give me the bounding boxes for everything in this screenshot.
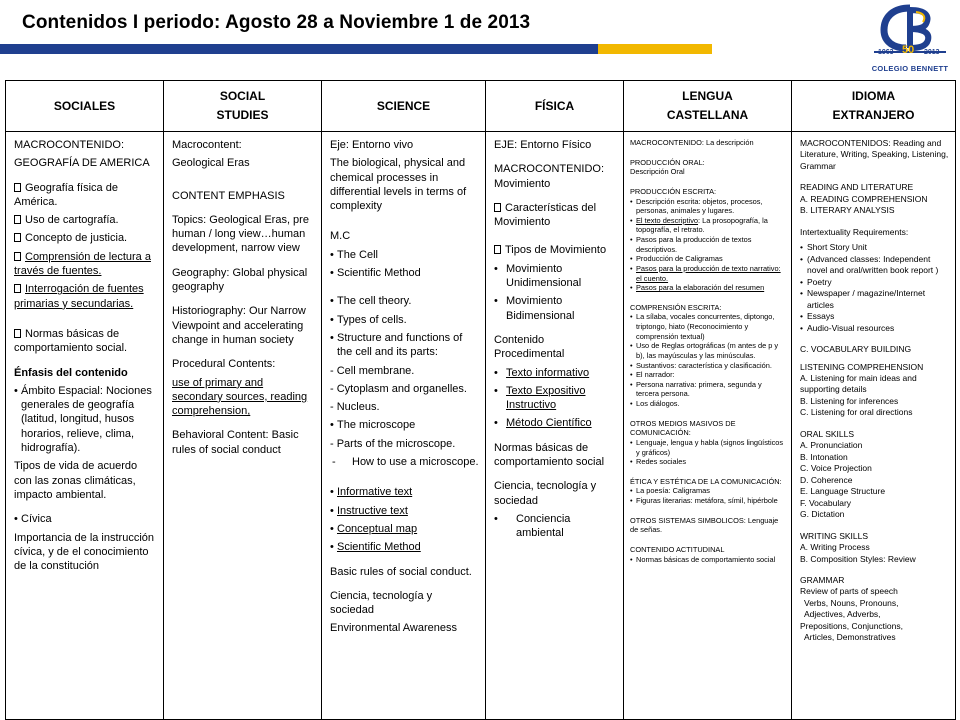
list-item: • Scientific Method <box>330 266 479 280</box>
list-item: • Redes sociales <box>630 457 785 467</box>
text-line: OTROS MEDIOS MASIVOS DE COMUNICACIÓN: <box>630 418 736 438</box>
text-line: B. LITERARY ANALYSIS <box>800 205 895 216</box>
text-line: B. Listening for inferences <box>800 395 899 406</box>
list-item: • Los diálogos. <box>630 399 785 409</box>
contents-table <box>5 80 956 720</box>
checkbox-icon <box>14 183 21 192</box>
text-line: CONTENT EMPHASIS <box>172 189 285 202</box>
text-line: - How to use a microscope. <box>330 455 479 469</box>
list-item: • Pasos para la producción de texto narrativo: el cuento. <box>630 264 785 283</box>
text-line: Ciencia, tecnología y sociedad <box>494 480 597 507</box>
list-item: • The Cell <box>330 248 479 262</box>
text-line: PRODUCCIÓN ORAL: <box>630 157 705 167</box>
cell-idioma-extranjero <box>792 132 956 720</box>
checkbox-icon <box>14 252 21 261</box>
list-item: • Types of cells. <box>330 313 479 327</box>
text-line: Review of parts of speech <box>800 586 898 597</box>
header-science: SCIENCE <box>322 81 486 132</box>
text-line: READING AND LITERATURE <box>800 182 914 193</box>
list-item: • The microscope <box>330 418 479 432</box>
text-line: Énfasis del contenido <box>14 366 128 379</box>
list-item: • Texto Expositivo Instructivo <box>494 384 617 413</box>
text-line: Ciencia, tecnología y sociedad <box>330 589 433 617</box>
list-item: • Ámbito Espacial: Nociones generales de geografía (latitud, longitud, husos horarios, relieve, clima, hidrografía). <box>14 384 157 455</box>
text-line: Eje: Entorno vivo <box>330 139 414 151</box>
header-idioma-extranjero: IDIOMA EXTRANJERO <box>792 81 956 132</box>
list-item: • Audio-Visual resources <box>800 323 949 334</box>
list-item: • Informative text <box>330 485 479 499</box>
list-item: • Texto informativo <box>494 366 617 380</box>
text-line: Behavioral Content: Basic rules of social conduct <box>172 429 299 456</box>
text-line: MACROCONTENIDO: Movimiento <box>494 163 604 190</box>
text-line: Intertextuality Requirements: <box>800 226 909 237</box>
text-line: C. VOCABULARY BUILDING <box>800 344 912 355</box>
list-item: • The cell theory. <box>330 294 479 308</box>
text-line: WRITING SKILLS <box>800 530 869 541</box>
text-line: B. Intonation <box>800 451 848 462</box>
list-item: • El narrador: <box>630 370 785 380</box>
text-line: ÉTICA Y ESTÉTICA DE LA COMUNICACIÓN: <box>630 476 782 486</box>
list-item: • Newspaper / magazine/Internet articles <box>800 288 949 311</box>
text-line: Descripción Oral <box>630 167 685 177</box>
text-line: Topics: Geological Eras, pre human / long view…human development, narrow view <box>172 213 309 255</box>
text-line: LISTENING COMPREHENSION <box>800 361 924 372</box>
title-underline-blue <box>0 44 598 54</box>
text-line: MACROCONTENIDO: La descripción <box>630 138 754 147</box>
cell-lengua-castellana <box>624 132 792 720</box>
text-line: Uso de cartografía. <box>14 213 157 227</box>
text-line: - Parts of the microscope. <box>330 437 456 450</box>
text-line: Macrocontent: <box>172 139 242 151</box>
checkbox-icon <box>14 215 21 224</box>
cell-sociales <box>6 132 164 720</box>
content-row <box>6 132 956 720</box>
text-line: - Nucleus. <box>330 401 380 414</box>
list-item: • Instructive text <box>330 504 479 518</box>
text-line: Basic rules of social conduct. <box>330 565 472 578</box>
text-line: F. Vocabulary <box>800 497 852 508</box>
text-line: A. Pronunciation <box>800 440 863 451</box>
text-line: Normas básicas de comportamiento social <box>494 441 605 469</box>
list-item: • Scientific Method <box>330 540 479 554</box>
text-line: Normas básicas de comportamiento social. <box>14 327 128 355</box>
checkbox-icon <box>494 245 501 254</box>
text-line: - Cell membrane. <box>330 364 415 377</box>
list-item: • Método Científico <box>494 416 617 430</box>
header-row <box>6 81 956 132</box>
text-line: COMPRENSIÓN ESCRITA: <box>630 302 722 312</box>
list-item: • Short Story Unit <box>800 242 949 253</box>
text-line: GEOGRAFÍA DE AMERICA <box>14 157 150 170</box>
text-line: B. Composition Styles: Review <box>800 553 916 564</box>
checkbox-icon <box>14 329 21 338</box>
text-line: Importancia de la instrucción cívica, y de el conocimiento de la constitución <box>14 531 155 573</box>
text-line: A. READING COMPREHENSION <box>800 193 928 204</box>
text-line: EJE: Entorno Físico <box>494 139 592 151</box>
text-line: C. Voice Projection <box>800 463 872 474</box>
text-line: Interrogación de fuentes primarias y secundarias. <box>14 283 144 310</box>
list-item: • Uso de Reglas ortográficas (m antes de p y b), las mayúsculas y las minúsculas. <box>630 341 785 360</box>
list-item: • Normas básicas de comportamiento social <box>630 555 785 565</box>
text-line: MACROCONTENIDOS: Reading and Literature, Writing, Speaking, Listening, Grammar <box>800 138 949 171</box>
list-item: • Descripción escrita: objetos, procesos, personas, animales y lugares. <box>630 197 785 216</box>
list-item: • Pasos para la elaboración del resumen <box>630 283 785 293</box>
text-line: G. Dictation <box>800 509 845 520</box>
text-line: D. Coherence <box>800 474 853 485</box>
text-line: Concepto de justicia. <box>14 231 157 245</box>
list-item: • Poetry <box>800 277 949 288</box>
text-line: - Cytoplasm and organelles. <box>330 382 467 395</box>
list-item: • Sustantivos: característica y clasificación. <box>630 361 785 371</box>
header-social-studies: SOCIAL STUDIES <box>164 81 322 132</box>
text-line: Tipos de Movimiento <box>494 243 617 257</box>
list-item: • Structure and functions of the cell and its parts: <box>330 331 479 360</box>
list-item: • Conceptual map <box>330 522 479 536</box>
title-underline-yellow <box>598 44 712 54</box>
logo-year-end: 2013 <box>924 49 940 56</box>
text-line: Tipos de vida de acuerdo con las zonas climáticas, impacto ambiental. <box>14 460 138 501</box>
checkbox-icon <box>14 233 21 242</box>
list-item: • Cívica <box>14 512 157 526</box>
list-item: • Essays <box>800 311 949 322</box>
text-line: Contenido Procedimental <box>494 333 565 361</box>
logo-school-name: COLEGIO BENNETT <box>871 64 949 73</box>
text-line: Características del Movimiento <box>494 201 597 229</box>
page-title: Contenidos I periodo: Agosto 28 a Noviembre 1 de 2013 <box>22 12 531 33</box>
text-line: MACROCONTENIDO: <box>14 139 124 151</box>
cell-social-studies <box>164 132 322 720</box>
list-item: • Lenguaje, lengua y habla (signos lingüísticos y gráficos) <box>630 438 785 457</box>
checkbox-icon <box>14 284 21 293</box>
text-line: E. Language Structure <box>800 486 886 497</box>
list-item: • (Advanced classes: Independent novel and oral/written book report ) <box>800 254 949 277</box>
text-line: Comprensión de lectura a través de fuentes. <box>14 250 151 278</box>
list-item: • La poesía: Caligramas <box>630 486 785 496</box>
list-item: • Conciencia ambiental <box>494 512 617 541</box>
list-item: • Pasos para la producción de textos descriptivos. <box>630 235 785 254</box>
text-line: GRAMMAR <box>800 575 845 585</box>
school-logo <box>866 2 954 76</box>
cell-fisica <box>486 132 624 720</box>
cell-science <box>322 132 486 720</box>
text-line: A. Writing Process <box>800 542 870 553</box>
list-item: • Movimiento Bidimensional <box>494 294 617 323</box>
logo-year-start: 1963 <box>878 49 894 56</box>
text-line: PRODUCCIÓN ESCRITA: <box>630 186 717 196</box>
text-line: Environmental Awareness <box>330 622 457 635</box>
checkbox-icon <box>494 203 501 212</box>
text-line: Geological Eras <box>172 157 250 170</box>
text-line: Historiography: Our Narrow Viewpoint and accelerating change in human society <box>172 305 306 346</box>
text-line: Adjectives, Adverbs, <box>804 609 881 620</box>
list-item: • Persona narrativa: primera, segunda y tercera persona. <box>630 380 785 399</box>
header-lengua-castellana: LENGUA CASTELLANA <box>624 81 792 132</box>
text-line: OTROS SISTEMAS SIMBOLICOS: Lenguaje de señas. <box>630 515 779 535</box>
text-line: Procedural Contents: <box>172 358 276 371</box>
text-line: Prepositions, Conjunctions, <box>800 620 904 631</box>
list-item: • La sílaba, vocales concurrentes, diptongo, triptongo, hiato (Reconocimiento y comprensión textual) <box>630 312 785 341</box>
text-line: ORAL SKILLS <box>800 428 855 439</box>
list-item: • Figuras literarias: metáfora, símil, hipérbole <box>630 496 785 506</box>
list-item: • Movimiento Unidimensional <box>494 262 617 291</box>
text-line: use of primary and secondary sources, reading comprehension, <box>172 376 308 418</box>
header-sociales: SOCIALES <box>6 81 164 132</box>
text-line: A. Listening for main ideas and supporting details <box>800 372 917 395</box>
logo-anniversary: 50 <box>902 44 915 56</box>
text-line: Articles, Demonstratives <box>804 632 896 643</box>
text-line: CONTENIDO ACTITUDINAL <box>630 544 725 554</box>
text-line: The biological, physical and chemical processes in differential levels in terms of complexity <box>330 157 467 213</box>
text-line: Verbs, Nouns, Pronouns, <box>804 597 899 608</box>
text-line: Geografía física de América. <box>14 181 118 208</box>
text-line: M.C <box>330 230 351 243</box>
list-item: • Producción de Caligramas <box>630 254 785 264</box>
list-item: • El texto descriptivo: La prosopografía, la topografía, el retrato. <box>630 216 785 235</box>
text-line: C. Listening for oral directions <box>800 407 913 418</box>
text-line: Geography: Global physical geography <box>172 266 308 294</box>
header-fisica: FÍSICA <box>486 81 624 132</box>
